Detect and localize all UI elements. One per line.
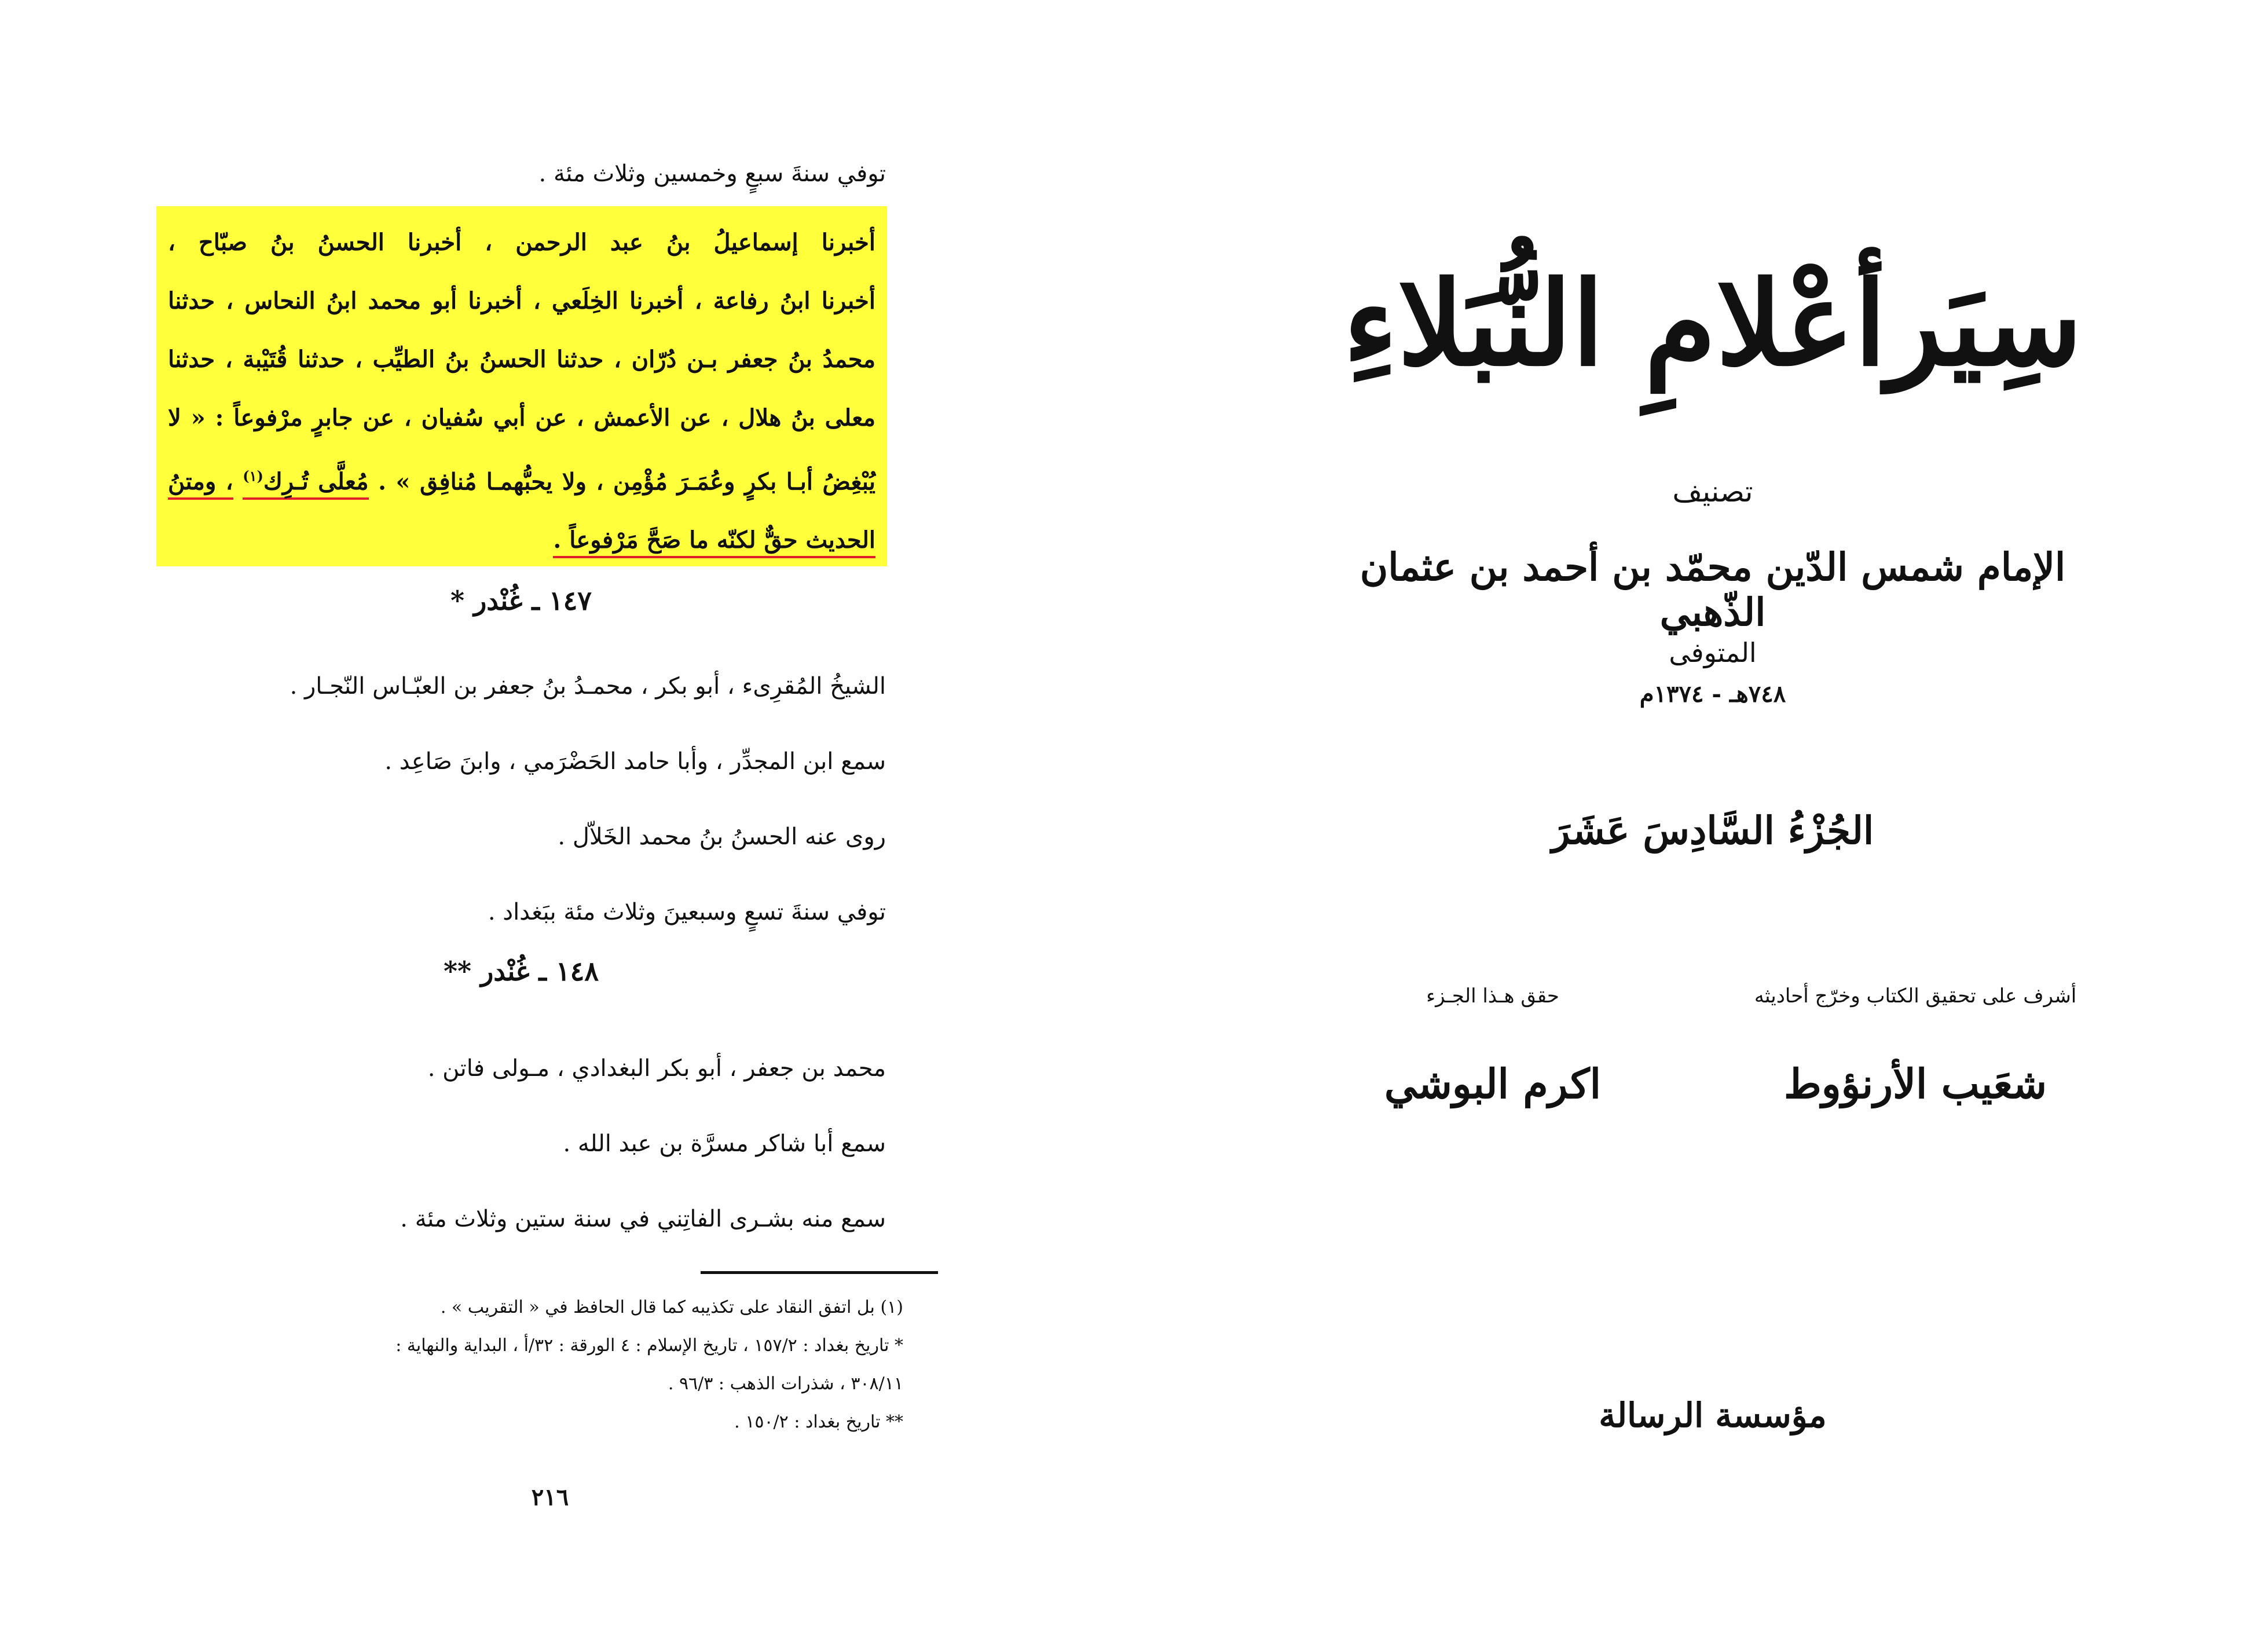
supervisor-label: أشرف على تحقيق الكتاب وخرّج أحاديثه — [1754, 984, 2077, 1008]
book-title: سِيَرأعْلامِ النُّبَلاءِ — [1343, 256, 2083, 392]
entry-147-title: ١٤٧ ـ غُنْدر * — [450, 585, 592, 616]
entry-148-line: سمع أبا شاكر مسرَّة بن عبد الله . — [563, 1130, 886, 1157]
underlined-phrase-text: مُعلَّى تُـرِك — [263, 468, 369, 496]
publisher-name: مؤسسة الرسالة — [1599, 1396, 1827, 1435]
footnote: * تاريخ بغداد : ١٥٧/٢ ، تاريخ الإسلام : ٤ الورقة : ٣٢/أ ، البداية والنهاية : — [395, 1335, 903, 1356]
entry-148-line: محمد بن جعفر ، أبو بكر البغدادي ، مـولى فاتن . — [427, 1055, 886, 1082]
footnote: ٣٠٨/١١ ، شذرات الذهب : ٩٦/٣ . — [668, 1374, 903, 1394]
footnote-divider — [701, 1271, 938, 1274]
underlined-phrase — [243, 468, 368, 500]
footnotes — [156, 1288, 903, 1441]
entry-148-body — [156, 1031, 886, 1257]
author-name: الإمام شمس الدّين محمّد بن أحمد بن عثمان الذّهبي — [1360, 544, 2066, 635]
footnote-marker[interactable]: (١) — [243, 468, 263, 485]
entry-147-line: توفي سنةَ تسعٍ وسبعينَ وثلاث مئة ببَغداد . — [488, 899, 886, 925]
editor-name: اكرم البوشي — [1384, 1060, 1602, 1108]
highlighted-line-start: يُبْغِضُ أبـا بكرٍ وعُمَـرَ مُؤْمِن ، ولا يحبُّهمـا مُنافِق » . — [378, 468, 875, 496]
footnote: ** تاريخ بغداد : ١٥٠/٢ . — [734, 1412, 903, 1432]
supervisor-name: شعَيب الأرنؤوط — [1783, 1060, 2047, 1108]
editor-credit — [1331, 979, 1655, 1108]
underlined-continuation: ، ومتنُ — [168, 468, 233, 500]
right-page — [1134, 0, 2268, 1640]
highlighted-line: محمدُ بنُ جعفر بـن دُرّان ، حدثنا الحسنُ بنُ الطيِّب ، حدثنا قُتَيْبة ، حدثنا — [168, 346, 875, 373]
footnote: (١) بل اتفق النقاد على تكذيبه كما قال الحافظ في « التقريب » . — [440, 1297, 903, 1317]
entry-147-line: الشيخُ المُقرِىء ، أبو بكر ، محمـدُ بنُ جعفر بن العبّـاس النّجـار . — [290, 673, 886, 700]
highlighted-line-with-underline — [168, 447, 875, 511]
supervisor-credit — [1753, 979, 2078, 1108]
entry-147-line: سمع ابن المجدِّر ، وأبا حامد الحَضْرَمي ، وابنَ صَاعِد . — [384, 748, 886, 775]
page-number: ٢١٦ — [531, 1484, 569, 1511]
highlighted-line: أخبرنا إسماعيلُ بنُ عبد الرحمن ، أخبرنا الحسنُ بنُ صبّاح ، — [168, 229, 875, 256]
highlighted-line: أخبرنا ابنُ رفاعة ، أخبرنا الخِلَعي ، أخبرنا أبو محمد ابنُ النحاس ، حدثنا — [168, 287, 875, 314]
entry-148-title: ١٤٨ ـ غُنْدر ** — [443, 956, 599, 987]
volume-label: الجُزْءُ السَّادِسَ عَشَرَ — [1551, 808, 1874, 853]
editor-label: حقق هـذا الجـزء — [1426, 984, 1559, 1008]
highlighted-paragraph — [168, 213, 875, 569]
highlighted-line: معلى بنُ هلال ، عن الأعمش ، عن أبي سُفيان ، عن جابرٍ مرْفوعاً : « لا — [168, 404, 875, 431]
death-dates: ٧٤٨هـ - ١٣٧٤م — [1639, 680, 1786, 708]
authored-by-label: تصنيف — [1672, 475, 1753, 508]
intro-line: توفي سنةَ سبعٍ وخمسين وثلاث مئة . — [538, 160, 886, 187]
entry-147-body — [156, 649, 886, 950]
highlighted-line-last — [168, 511, 875, 569]
died-label: المتوفى — [1669, 637, 1757, 668]
entry-147-line: روى عنه الحسنُ بنُ محمد الخَلاّل . — [558, 823, 886, 850]
underlined-last-line: الحديث حقٌّ لكنّه ما صَحَّ مَرْفوعاً . — [553, 526, 875, 558]
entry-148-line: سمع منه بشـرى الفاتِني في سنة ستين وثلاث مئة . — [400, 1206, 886, 1232]
